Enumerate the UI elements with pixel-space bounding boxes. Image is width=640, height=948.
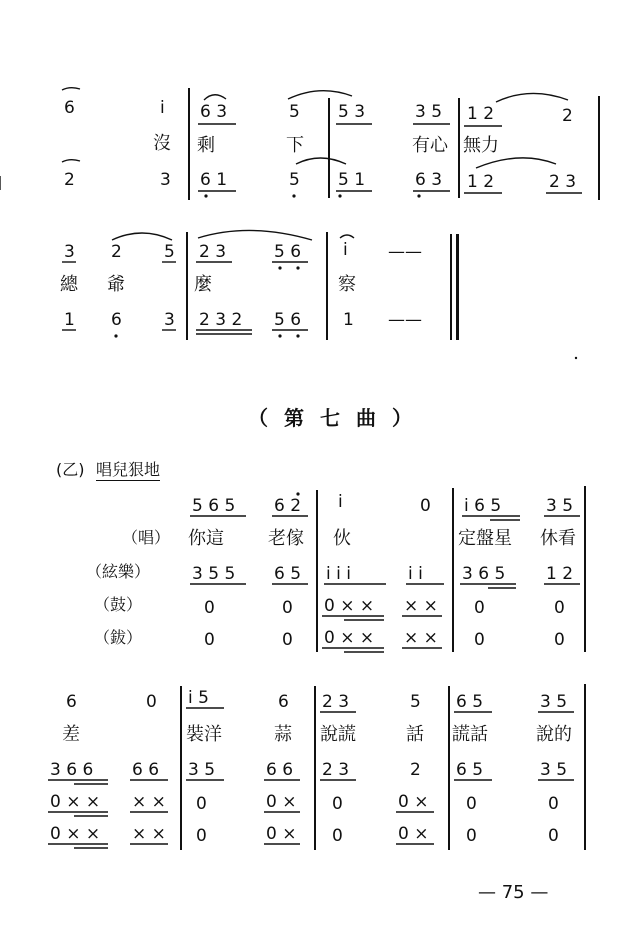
melody-note: i [338,492,343,512]
dash: —— [388,242,422,262]
section-title: （第七曲） [248,406,428,430]
note: 1 [64,310,75,330]
note: 2 3 2 [199,310,243,330]
drum-beat: × × [132,792,166,812]
page-number: — 75 — [478,882,549,903]
melody-note: 6 [66,692,77,712]
final-bar-thick [456,234,459,340]
drum-beat: 0 [466,794,477,814]
drum-beat: 0 × [266,792,297,812]
label-sing: （唱） [122,528,171,547]
note: 5 6 [274,310,302,330]
lyric: 你這 [188,528,224,549]
cymbal-beat: 0 × [266,824,297,844]
cymbal-beat: 0 [282,630,293,650]
lyric: 說謊 [320,724,356,745]
cymbal-beat: 0 [204,630,215,650]
note: 6 3 [200,102,228,122]
final-bar-thin [450,234,452,340]
lyric: 剩 [197,135,215,156]
note: 5 [289,102,300,122]
strings-note: 6 6 [132,760,160,780]
note: 2 [562,106,573,126]
lyric: 蒜 [274,724,292,745]
note: 6 3 [415,170,443,190]
lyric: 爺 [107,274,125,295]
melody-note: 6 2 [274,496,302,516]
tune-name: 唱兒狠地 [96,460,161,479]
lyric: 說的 [536,724,572,745]
bar-line [584,684,586,850]
label-drum: （鼓） [94,595,143,614]
strings-note: 3 5 5 [192,564,236,584]
melody-note: 2 3 [322,692,350,712]
note: 5 [164,242,175,262]
strings-note: 2 [410,760,421,780]
strings-note: 1 2 [546,564,574,584]
bar-line [448,686,450,850]
cymbal-beat: 0 × × [50,824,101,844]
bar-line [188,88,190,200]
cymbal-beat: 0 [554,630,565,650]
bar-line [180,686,182,850]
note: 6 [64,98,75,118]
melody-note: 3 5 [546,496,574,516]
bar-line [584,486,586,652]
bar-line [326,232,328,340]
melody-note: 5 6 5 [192,496,236,516]
strings-note: 3 6 5 [462,564,506,584]
melody-note: 0 [420,496,431,516]
cymbal-beat: 0 [196,826,207,846]
drum-beat: 0 [196,794,207,814]
note: 6 1 [200,170,228,190]
melody-note: 6 [278,692,289,712]
strings-note: 6 5 [274,564,302,584]
cymbal-beat: 0 [466,826,477,846]
lyric: 麼 [194,274,212,295]
bar-line [328,98,330,198]
lyric: 伙 [333,528,351,549]
cymbal-beat: 0 × [398,824,429,844]
melody-note: 5 [410,692,421,712]
melody-note: 0 [146,692,157,712]
drum-beat: × × [404,596,438,616]
tune-prefix: (乙) [56,460,85,479]
melody-note: i 5 [188,688,209,708]
bar-line [314,686,316,850]
bar-line [186,232,188,340]
drum-beat: 0 [282,598,293,618]
lyric: 謊話 [452,724,488,745]
note: 1 [343,310,354,330]
lyric: 差 [62,724,80,745]
note: 5 [289,170,300,190]
label-strings: （絃樂） [86,562,151,581]
note: i [343,240,348,260]
strings-note: i i i [326,564,351,584]
cymbal-beat: × × [132,824,166,844]
strings-note: 3 5 [540,760,568,780]
lyric: 話 [406,724,424,745]
dash: —— [388,310,422,330]
note: 5 1 [338,170,366,190]
drum-beat: 0 × × [50,792,101,812]
note: 6 [111,310,122,330]
note: 2 3 [549,172,577,192]
melody-note: 6 5 [456,692,484,712]
bar-line [458,98,460,198]
lyric: 定盤星 [458,528,512,549]
lyric: 老傢 [268,528,304,549]
note: 5 6 [274,242,302,262]
bar-line [316,490,318,652]
drum-beat: 0 [332,794,343,814]
note: 3 [164,310,175,330]
drum-beat: 0 × × [324,596,375,616]
label-cymbal: （鈸） [94,628,143,647]
note: 5 3 [338,102,366,122]
note: 3 [64,242,75,262]
strings-note: 3 5 [188,760,216,780]
strings-note: i i [408,564,423,584]
cymbal-beat: × × [404,628,438,648]
strings-note: 6 6 [266,760,294,780]
drum-beat: 0 × [398,792,429,812]
melody-note: i 6 5 [464,496,502,516]
lyric: 裝洋 [186,724,222,745]
note: 1 2 [467,172,495,192]
lyric: 休看 [540,528,576,549]
note: i [160,98,165,118]
strings-note: 2 3 [322,760,350,780]
cymbal-beat: 0 [474,630,485,650]
drum-beat: 0 [474,598,485,618]
lyric: 無力 [463,135,499,156]
bar-line [452,488,454,652]
note: 3 [160,170,171,190]
bar-line [598,96,600,200]
cymbal-beat: 0 [548,826,559,846]
lyric: 總 [60,274,78,295]
cymbal-beat: 0 [332,826,343,846]
strings-note: 3 6 6 [50,760,94,780]
drum-beat: 0 [204,598,215,618]
note: 2 3 [199,242,227,262]
note: 2 [64,170,75,190]
strings-note: 6 5 [456,760,484,780]
lyric: 察 [338,274,356,295]
note: 3 5 [415,102,443,122]
drum-beat: 0 [548,794,559,814]
melody-note: 3 5 [540,692,568,712]
lyric: 沒 [153,133,171,154]
lyric: 有心 [412,135,448,156]
note: 2 [111,242,122,262]
lyric: 下 [286,135,304,156]
note: 1 2 [467,104,495,124]
drum-beat: 0 [554,598,565,618]
cymbal-beat: 0 × × [324,628,375,648]
